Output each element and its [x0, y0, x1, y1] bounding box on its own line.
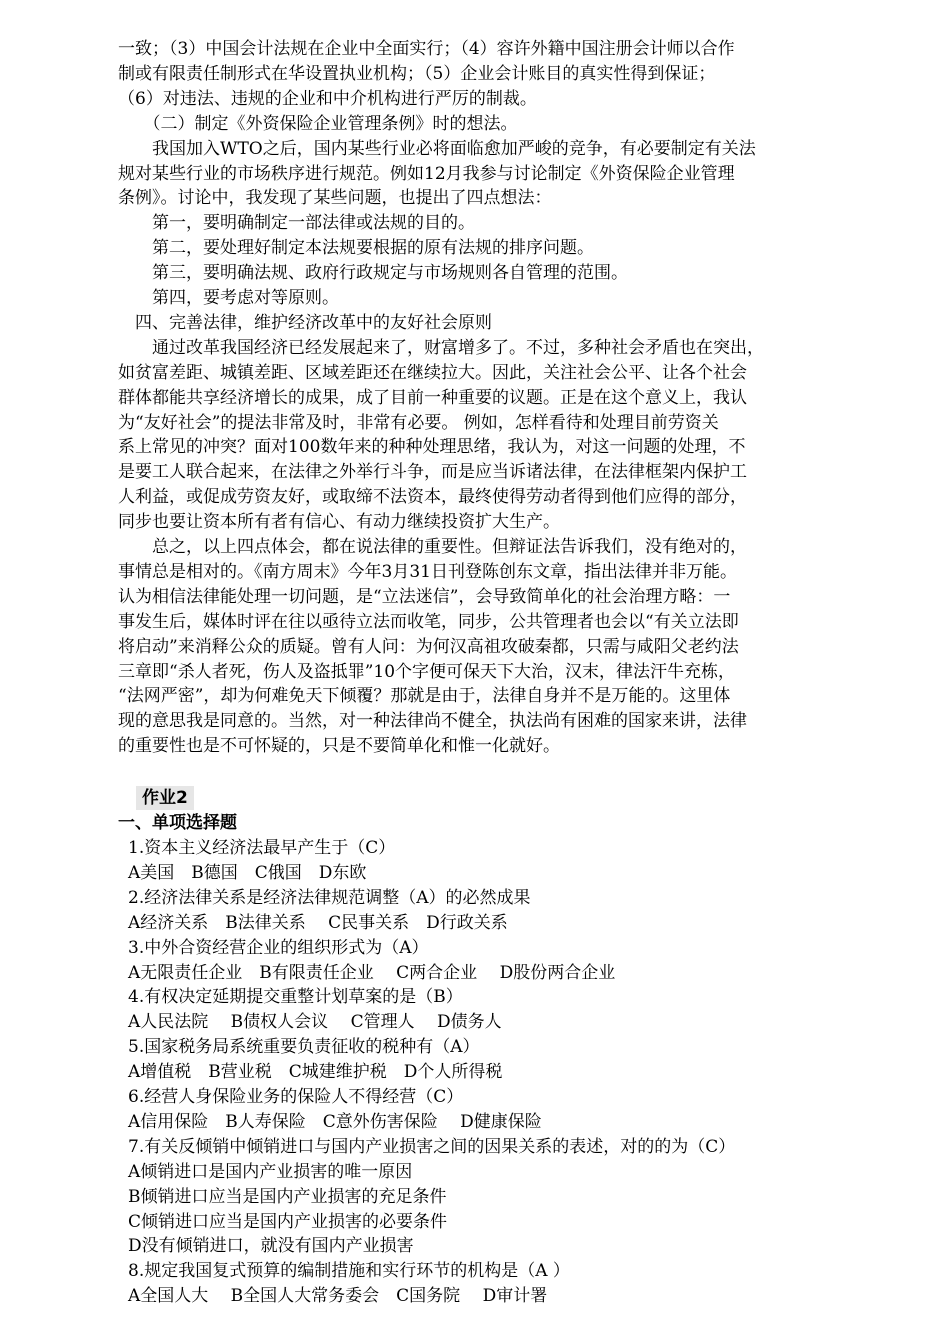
question-text: 8.规定我国复式预算的编制措施和实行环节的机构是（A ） [128, 1261, 570, 1282]
text-line: 第四，要考虑对等原则。 [118, 288, 339, 308]
text-line: 第一，要明确制定一部法律或法规的目的。 [118, 213, 475, 234]
text-line: 事情总是相对的。《南方周末》今年3月31日刊登陈创东文章，指出法律并非万能。 [118, 561, 737, 582]
text-line: 第二，要处理好制定本法规要根据的原有法规的排序问题。 [118, 238, 594, 259]
text-line: 现的意思我是同意的。当然，对一种法律尚不健全，执法尚有困难的国家来讲，法律 [118, 711, 747, 732]
answer-option: A倾销进口是国内产业损害的唯一原因 [128, 1161, 413, 1182]
answer-option: A经济关系 B法律关系 C民事关系 D行政关系 [128, 912, 508, 933]
answer-option: A人民法院 B债权人会议 C管理人 D债务人 [128, 1012, 502, 1033]
text-line: 同步也要让资本所有者有信心、有动力继续投资扩大生产。 [118, 512, 560, 533]
question-text: 5.国家税务局系统重要负责征收的税种有（A） [128, 1037, 480, 1058]
question-text: 2.经济法律关系是经济法律规范调整（A）的必然成果 [128, 887, 531, 908]
answer-option: B倾销进口应当是国内产业损害的充足条件 [128, 1186, 447, 1207]
text-line: （6）对违法、违规的企业和中介机构进行严厉的制裁。 [118, 88, 537, 109]
text-line: 通过改革我国经济已经发展起来了，财富增多了。不过，多种社会矛盾也在突出， [118, 337, 764, 358]
answer-option: A信用保险 B人寿保险 C意外伤害保险 D健康保险 [128, 1111, 542, 1132]
text-line: 制或有限责任制形式在华设置执业机构；（5）企业会计账目的真实性得到保证； [118, 63, 716, 84]
answer-option: A美国 B德国 C俄国 D东欧 [128, 862, 367, 883]
text-line: 总之，以上四点体会，都在说法律的重要性。但辩证法告诉我们，没有绝对的， [118, 537, 747, 557]
text-line: 我国加入WTO之后，国内某些行业必将面临愈加严峻的竞争，有必要制定有关法 [118, 138, 756, 159]
text-line: 条例》。讨论中，我发现了某些问题，也提出了四点想法： [118, 188, 552, 209]
text-line: 群体都能共享经济增长的成果，成了目前一种重要的议题。正是在这个意义上，我认 [118, 387, 747, 408]
text-line: 认为相信法律能处理一切问题，是“立法迷信”，会导致简单化的社会治理方略：一 [118, 586, 731, 607]
section-tag: 作业2 [136, 786, 194, 810]
answer-option: A全国人大 B全国人大常务委会 C国务院 D审计署 [128, 1286, 548, 1307]
text-line: （二）制定《外资保险企业管理条例》时的想法。 [118, 113, 518, 134]
text-line: 系上常见的冲突？面对100数年来的种种处理思绪，我认为，对这一问题的处理，不 [118, 437, 746, 458]
question-text: 3.中外合资经营企业的组织形式为（A） [128, 937, 429, 958]
text-line: 是要工人联合起来，在法律之外举行斗争，而是应当诉诸法律，在法律框架内保护工 [118, 462, 747, 483]
section-title: 一、单项选择题 [118, 813, 237, 833]
text-line: 人利益，或促成劳资友好，或取缔不法资本，最终使得劳动者得到他们应得的部分， [118, 487, 747, 508]
answer-option: A增值税 B营业税 C城建维护税 D个人所得税 [128, 1062, 503, 1083]
answer-option: A无限责任企业 B有限责任企业 C两合企业 D股份两合企业 [128, 962, 616, 983]
question-text: 6.经营人身保险业务的保险人不得经营（C） [128, 1087, 464, 1107]
text-line: 为“友好社会”的提法非常及时，非常有必要。 例如，怎样看待和处理目前劳资关 [118, 412, 719, 433]
text-line: 将启动”来消释公众的质疑。曾有人问：为何汉高祖攻破秦都，只需与咸阳父老约法 [118, 636, 739, 657]
question-text: 4.有权决定延期提交重整计划草案的是（B） [128, 987, 463, 1008]
text-line: “法网严密”，却为何难免天下倾覆？那就是由于，法律自身并不是万能的。这里体 [118, 686, 731, 707]
question-text: 1.资本主义经济法最早产生于（C） [128, 838, 396, 858]
answer-option: D没有倾销进口，就没有国内产业损害 [128, 1236, 414, 1257]
text-line: 一致；（3）中国会计法规在企业中全面实行；（4）容许外籍中国注册会计师以合作 [118, 39, 735, 59]
text-line: 第三，要明确法规、政府行政规定与市场规则各自管理的范围。 [118, 263, 628, 284]
text-line: 三章即“杀人者死，伤人及盗抵罪”10个字便可保天下大治，汉末，律法汗牛充栋， [118, 661, 736, 682]
answer-option: C倾销进口应当是国内产业损害的必要条件 [128, 1211, 448, 1232]
text-line: 规对某些行业的市场秩序进行规范。例如12月我参与讨论制定《外资保险企业管理 [118, 163, 735, 184]
text-line: 的重要性也是不可怀疑的，只是不要简单化和惟一化就好。 [118, 736, 560, 757]
text-line: 如贫富差距、城镇差距、区域差距还在继续拉大。因此，关注社会公平、让各个社会 [118, 362, 747, 383]
question-text: 7.有关反倾销中倾销进口与国内产业损害之间的因果关系的表述，对的的为（C） [128, 1136, 736, 1157]
text-line: 事发生后，媒体时评在往以亟待立法而收笔，同步，公共管理者也会以“有关立法即 [118, 611, 739, 632]
text-line: 四、完善法律，维护经济改革中的友好社会原则 [118, 312, 492, 333]
